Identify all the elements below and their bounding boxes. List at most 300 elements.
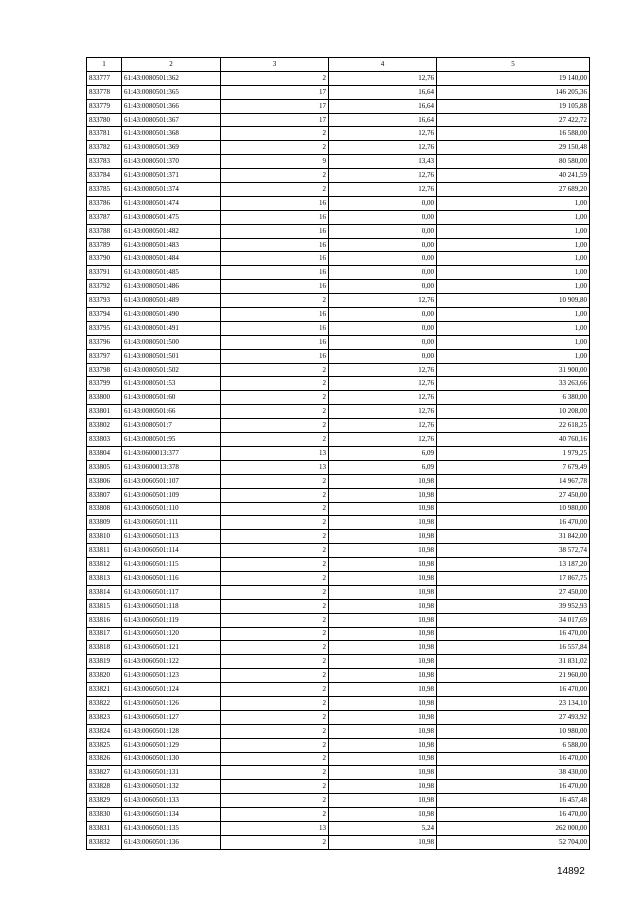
table-row [87, 710, 590, 724]
table-row [87, 558, 590, 572]
table-row [87, 391, 590, 405]
table-row [87, 141, 590, 155]
table-cell: 12,76 [329, 377, 437, 391]
table-cell: 0,00 [329, 252, 437, 266]
table-row [87, 419, 590, 433]
table-row [87, 238, 590, 252]
table-row [87, 655, 590, 669]
table-cell: 0,00 [329, 349, 437, 363]
table-cell: 61:43:0080501:474 [122, 196, 221, 210]
table-cell: 61:43:0060501:130 [122, 752, 221, 766]
table-cell: 10,98 [329, 516, 437, 530]
table-cell: 833781 [87, 127, 122, 141]
table-row [87, 502, 590, 516]
table-cell: 34 017,69 [437, 613, 590, 627]
table-cell: 833801 [87, 405, 122, 419]
table-cell: 38 430,00 [437, 766, 590, 780]
table-cell: 0,00 [329, 308, 437, 322]
table-cell: 12,76 [329, 391, 437, 405]
table-cell: 61:43:0080501:491 [122, 321, 221, 335]
table-cell: 13 187,20 [437, 558, 590, 572]
table-cell: 146 205,36 [437, 85, 590, 99]
table-row [87, 752, 590, 766]
table-cell: 10,98 [329, 683, 437, 697]
table-cell: 61:43:0060501:129 [122, 738, 221, 752]
table-cell: 2 [221, 794, 329, 808]
table-cell: 61:43:0080501:490 [122, 308, 221, 322]
table-row [87, 127, 590, 141]
table-cell: 61:43:0080501:369 [122, 141, 221, 155]
table-cell: 16 470,00 [437, 808, 590, 822]
page-number: 14892 [557, 866, 585, 877]
table-row [87, 169, 590, 183]
table-cell: 12,76 [329, 405, 437, 419]
table-row [87, 724, 590, 738]
table-cell: 10,98 [329, 738, 437, 752]
table-cell: 2 [221, 808, 329, 822]
table-cell: 2 [221, 558, 329, 572]
table-row [87, 821, 590, 835]
table-cell: 833825 [87, 738, 122, 752]
table-cell: 1,00 [437, 238, 590, 252]
table-cell: 31 900,00 [437, 363, 590, 377]
table-row [87, 488, 590, 502]
table-row [87, 71, 590, 85]
table-cell: 61:43:0080501:370 [122, 155, 221, 169]
table-cell: 1,00 [437, 224, 590, 238]
table-cell: 2 [221, 405, 329, 419]
table-cell: 13 [221, 821, 329, 835]
table-cell: 2 [221, 294, 329, 308]
table-cell: 16,64 [329, 99, 437, 113]
table-cell: 5,24 [329, 821, 437, 835]
table-cell: 61:43:0060501:110 [122, 502, 221, 516]
table-cell: 833787 [87, 210, 122, 224]
table-cell: 12,76 [329, 363, 437, 377]
table-cell: 2 [221, 641, 329, 655]
table-row [87, 460, 590, 474]
table-cell: 833780 [87, 113, 122, 127]
table-cell: 16 470,00 [437, 516, 590, 530]
table-cell: 16 470,00 [437, 780, 590, 794]
table-row [87, 433, 590, 447]
table-cell: 2 [221, 530, 329, 544]
table-cell: 61:43:0060501:124 [122, 683, 221, 697]
table-cell: 833788 [87, 224, 122, 238]
table-row [87, 627, 590, 641]
table-row [87, 321, 590, 335]
table-cell: 833789 [87, 238, 122, 252]
table-row [87, 669, 590, 683]
table-cell: 6,09 [329, 446, 437, 460]
table-cell: 10 909,80 [437, 294, 590, 308]
table-cell: 2 [221, 183, 329, 197]
header-row [87, 58, 590, 72]
table-cell: 13 [221, 460, 329, 474]
table-cell: 2 [221, 571, 329, 585]
table-row [87, 183, 590, 197]
table-cell: 27 493,92 [437, 710, 590, 724]
table-cell: 61:43:0060501:127 [122, 710, 221, 724]
table-cell: 833818 [87, 641, 122, 655]
table-cell: 833829 [87, 794, 122, 808]
table-cell: 61:43:0080501:485 [122, 266, 221, 280]
table-cell: 31 831,02 [437, 655, 590, 669]
table-cell: 61:43:0060501:122 [122, 655, 221, 669]
table-cell: 0,00 [329, 266, 437, 280]
table-cell: 833824 [87, 724, 122, 738]
table-cell: 833815 [87, 599, 122, 613]
table-cell: 17 [221, 85, 329, 99]
table-cell: 61:43:0080501:489 [122, 294, 221, 308]
table-cell: 61:43:0080501:53 [122, 377, 221, 391]
table-cell: 61:43:0060501:128 [122, 724, 221, 738]
table-cell: 31 842,00 [437, 530, 590, 544]
table-row [87, 530, 590, 544]
table-row [87, 835, 590, 849]
table-cell: 833812 [87, 558, 122, 572]
table-cell: 833820 [87, 669, 122, 683]
table-cell: 61:43:0060501:136 [122, 835, 221, 849]
table-row [87, 294, 590, 308]
table-row [87, 766, 590, 780]
table-cell: 16 [221, 210, 329, 224]
table-cell: 61:43:0060501:118 [122, 599, 221, 613]
table-cell: 833819 [87, 655, 122, 669]
table-row [87, 516, 590, 530]
table-cell: 21 960,00 [437, 669, 590, 683]
table-row [87, 308, 590, 322]
table-cell: 61:43:0080501:95 [122, 433, 221, 447]
table-cell: 61:43:0060501:132 [122, 780, 221, 794]
table-row [87, 585, 590, 599]
table-cell: 16 [221, 252, 329, 266]
table-cell: 16 [221, 224, 329, 238]
table-cell: 10,98 [329, 641, 437, 655]
table-cell: 10,98 [329, 585, 437, 599]
column-header: 4 [329, 58, 437, 72]
table-cell: 14 967,78 [437, 474, 590, 488]
table-cell: 6 588,00 [437, 738, 590, 752]
table-cell: 833793 [87, 294, 122, 308]
table-cell: 833796 [87, 335, 122, 349]
table-cell: 61:43:0060501:120 [122, 627, 221, 641]
table-cell: 2 [221, 169, 329, 183]
table-cell: 27 689,20 [437, 183, 590, 197]
table-row [87, 252, 590, 266]
table-cell: 833790 [87, 252, 122, 266]
table-cell: 61:43:0080501:367 [122, 113, 221, 127]
table-cell: 10,98 [329, 794, 437, 808]
table-cell: 833777 [87, 71, 122, 85]
table-cell: 10 208,00 [437, 405, 590, 419]
table-cell: 12,76 [329, 433, 437, 447]
table-cell: 2 [221, 502, 329, 516]
table-cell: 12,76 [329, 141, 437, 155]
table-row [87, 349, 590, 363]
table-cell: 61:43:0060501:117 [122, 585, 221, 599]
table-cell: 833800 [87, 391, 122, 405]
table-row [87, 196, 590, 210]
table-cell: 61:43:0060501:131 [122, 766, 221, 780]
table-cell: 2 [221, 613, 329, 627]
table-cell: 833804 [87, 446, 122, 460]
table-cell: 833814 [87, 585, 122, 599]
table-cell: 10,98 [329, 530, 437, 544]
table-cell: 10,98 [329, 502, 437, 516]
table-cell: 52 704,00 [437, 835, 590, 849]
table-cell: 10,98 [329, 474, 437, 488]
table-cell: 61:43:0080501:500 [122, 335, 221, 349]
table-cell: 833805 [87, 460, 122, 474]
table-cell: 10,98 [329, 696, 437, 710]
table-row [87, 599, 590, 613]
table-row [87, 113, 590, 127]
table-cell: 10,98 [329, 599, 437, 613]
table-cell: 61:43:0060501:114 [122, 544, 221, 558]
table-cell: 0,00 [329, 335, 437, 349]
table-cell: 16 457,48 [437, 794, 590, 808]
table-cell: 2 [221, 599, 329, 613]
table-cell: 12,76 [329, 127, 437, 141]
table-cell: 2 [221, 696, 329, 710]
table-row [87, 571, 590, 585]
table-cell: 17 [221, 113, 329, 127]
table-cell: 16 470,00 [437, 627, 590, 641]
table-cell: 1,00 [437, 349, 590, 363]
table-row [87, 405, 590, 419]
table-cell: 2 [221, 516, 329, 530]
table-cell: 16,64 [329, 113, 437, 127]
table-cell: 61:43:0060501:107 [122, 474, 221, 488]
table-cell: 10 980,00 [437, 724, 590, 738]
table-row [87, 683, 590, 697]
table-cell: 833779 [87, 99, 122, 113]
table-cell: 833807 [87, 488, 122, 502]
table-cell: 16 [221, 321, 329, 335]
table-row [87, 780, 590, 794]
table-cell: 61:43:0080501:7 [122, 419, 221, 433]
table-cell: 16 557,84 [437, 641, 590, 655]
table-cell: 1,00 [437, 252, 590, 266]
table-cell: 10,98 [329, 488, 437, 502]
table-cell: 61:43:0060501:115 [122, 558, 221, 572]
table-cell: 833806 [87, 474, 122, 488]
table-cell: 2 [221, 363, 329, 377]
table-cell: 2 [221, 544, 329, 558]
table-cell: 6 380,00 [437, 391, 590, 405]
table-cell: 833821 [87, 683, 122, 697]
table-cell: 10,98 [329, 710, 437, 724]
table-cell: 10,98 [329, 808, 437, 822]
table-cell: 2 [221, 127, 329, 141]
table-cell: 61:43:0060501:135 [122, 821, 221, 835]
table-cell: 833813 [87, 571, 122, 585]
table-cell: 61:43:0080501:371 [122, 169, 221, 183]
table-row [87, 696, 590, 710]
table-cell: 2 [221, 835, 329, 849]
table-cell: 61:43:0080501:483 [122, 238, 221, 252]
table-row [87, 474, 590, 488]
table-cell: 10,98 [329, 752, 437, 766]
table-cell: 833830 [87, 808, 122, 822]
table-row [87, 280, 590, 294]
table-cell: 10,98 [329, 613, 437, 627]
table-cell: 61:43:0060501:109 [122, 488, 221, 502]
table-row [87, 377, 590, 391]
table-cell: 833795 [87, 321, 122, 335]
table-cell: 1,00 [437, 266, 590, 280]
table-cell: 13 [221, 446, 329, 460]
table-cell: 10,98 [329, 724, 437, 738]
table-cell: 6,09 [329, 460, 437, 474]
table-row [87, 99, 590, 113]
table-cell: 2 [221, 377, 329, 391]
table-cell: 61:43:0080501:60 [122, 391, 221, 405]
table-cell: 0,00 [329, 210, 437, 224]
table-cell: 833794 [87, 308, 122, 322]
table-cell: 0,00 [329, 280, 437, 294]
table-row [87, 224, 590, 238]
table-row [87, 794, 590, 808]
table-cell: 833803 [87, 433, 122, 447]
table-cell: 17 [221, 99, 329, 113]
table-cell: 12,76 [329, 71, 437, 85]
table-cell: 16 [221, 266, 329, 280]
table-cell: 833817 [87, 627, 122, 641]
table-row [87, 210, 590, 224]
table-cell: 2 [221, 683, 329, 697]
table-cell: 2 [221, 71, 329, 85]
table-cell: 10,98 [329, 544, 437, 558]
table-cell: 2 [221, 738, 329, 752]
table-cell: 61:43:0060501:121 [122, 641, 221, 655]
table-cell: 61:43:0080501:374 [122, 183, 221, 197]
table-cell: 0,00 [329, 224, 437, 238]
table-cell: 833792 [87, 280, 122, 294]
table-cell: 61:43:0080501:486 [122, 280, 221, 294]
table-row [87, 613, 590, 627]
table-row [87, 363, 590, 377]
table-cell: 9 [221, 155, 329, 169]
table-cell: 16 [221, 349, 329, 363]
table-cell: 10,98 [329, 766, 437, 780]
table-cell: 2 [221, 724, 329, 738]
table-cell: 833816 [87, 613, 122, 627]
table-cell: 16 470,00 [437, 752, 590, 766]
table-cell: 27 450,00 [437, 585, 590, 599]
table-cell: 29 150,48 [437, 141, 590, 155]
table-cell: 61:43:0080501:501 [122, 349, 221, 363]
table-cell: 16,64 [329, 85, 437, 99]
table-cell: 61:43:0080501:475 [122, 210, 221, 224]
table-cell: 10,98 [329, 558, 437, 572]
table-cell: 833827 [87, 766, 122, 780]
table-cell: 0,00 [329, 238, 437, 252]
table-cell: 12,76 [329, 419, 437, 433]
table-cell: 0,00 [329, 321, 437, 335]
table-cell: 61:43:0060501:116 [122, 571, 221, 585]
table-cell: 2 [221, 766, 329, 780]
table-cell: 38 572,74 [437, 544, 590, 558]
table-cell: 833784 [87, 169, 122, 183]
table-cell: 1,00 [437, 196, 590, 210]
column-header: 1 [87, 58, 122, 72]
table-cell: 61:43:0080501:482 [122, 224, 221, 238]
table-cell: 61:43:0600013:377 [122, 446, 221, 460]
table-cell: 61:43:0080501:484 [122, 252, 221, 266]
table-cell: 2 [221, 141, 329, 155]
table-cell: 61:43:0060501:111 [122, 516, 221, 530]
table-cell: 833798 [87, 363, 122, 377]
table-cell: 61:43:0060501:123 [122, 669, 221, 683]
table-row [87, 155, 590, 169]
table-row [87, 266, 590, 280]
table-cell: 61:43:0060501:134 [122, 808, 221, 822]
table-cell: 61:43:0080501:66 [122, 405, 221, 419]
table-cell: 61:43:0080501:362 [122, 71, 221, 85]
table-cell: 0,00 [329, 196, 437, 210]
table-cell: 833828 [87, 780, 122, 794]
table-cell: 16 [221, 238, 329, 252]
table-cell: 833823 [87, 710, 122, 724]
table-cell: 16 [221, 308, 329, 322]
table-cell: 262 000,00 [437, 821, 590, 835]
table-row [87, 446, 590, 460]
table-cell: 833811 [87, 544, 122, 558]
table-cell: 2 [221, 669, 329, 683]
table-cell: 1 979,25 [437, 446, 590, 460]
table-cell: 16 [221, 335, 329, 349]
table-cell: 2 [221, 710, 329, 724]
table-cell: 12,76 [329, 294, 437, 308]
table-cell: 2 [221, 391, 329, 405]
table-row [87, 544, 590, 558]
table-cell: 2 [221, 488, 329, 502]
table-cell: 10,98 [329, 655, 437, 669]
table-cell: 27 450,00 [437, 488, 590, 502]
table-cell: 61:43:0060501:113 [122, 530, 221, 544]
table-cell: 61:43:0080501:502 [122, 363, 221, 377]
table-cell: 10 980,00 [437, 502, 590, 516]
table-cell: 833831 [87, 821, 122, 835]
table-cell: 61:43:0080501:365 [122, 85, 221, 99]
table-cell: 10,98 [329, 780, 437, 794]
table-row [87, 738, 590, 752]
table-cell: 80 580,00 [437, 155, 590, 169]
table-cell: 16 470,00 [437, 683, 590, 697]
table-cell: 10,98 [329, 571, 437, 585]
table-row [87, 641, 590, 655]
table-cell: 40 760,16 [437, 433, 590, 447]
table-cell: 2 [221, 627, 329, 641]
table-cell: 2 [221, 419, 329, 433]
table-cell: 7 679,49 [437, 460, 590, 474]
table-cell: 19 105,88 [437, 99, 590, 113]
table-cell: 12,76 [329, 183, 437, 197]
table-cell: 833808 [87, 502, 122, 516]
table-cell: 39 952,93 [437, 599, 590, 613]
table-cell: 61:43:0060501:119 [122, 613, 221, 627]
table-cell: 10,98 [329, 669, 437, 683]
table-cell: 833810 [87, 530, 122, 544]
table-cell: 17 867,75 [437, 571, 590, 585]
table-cell: 61:43:0600013:378 [122, 460, 221, 474]
table-cell: 1,00 [437, 210, 590, 224]
table-cell: 33 263,66 [437, 377, 590, 391]
table-cell: 2 [221, 780, 329, 794]
table-cell: 833786 [87, 196, 122, 210]
